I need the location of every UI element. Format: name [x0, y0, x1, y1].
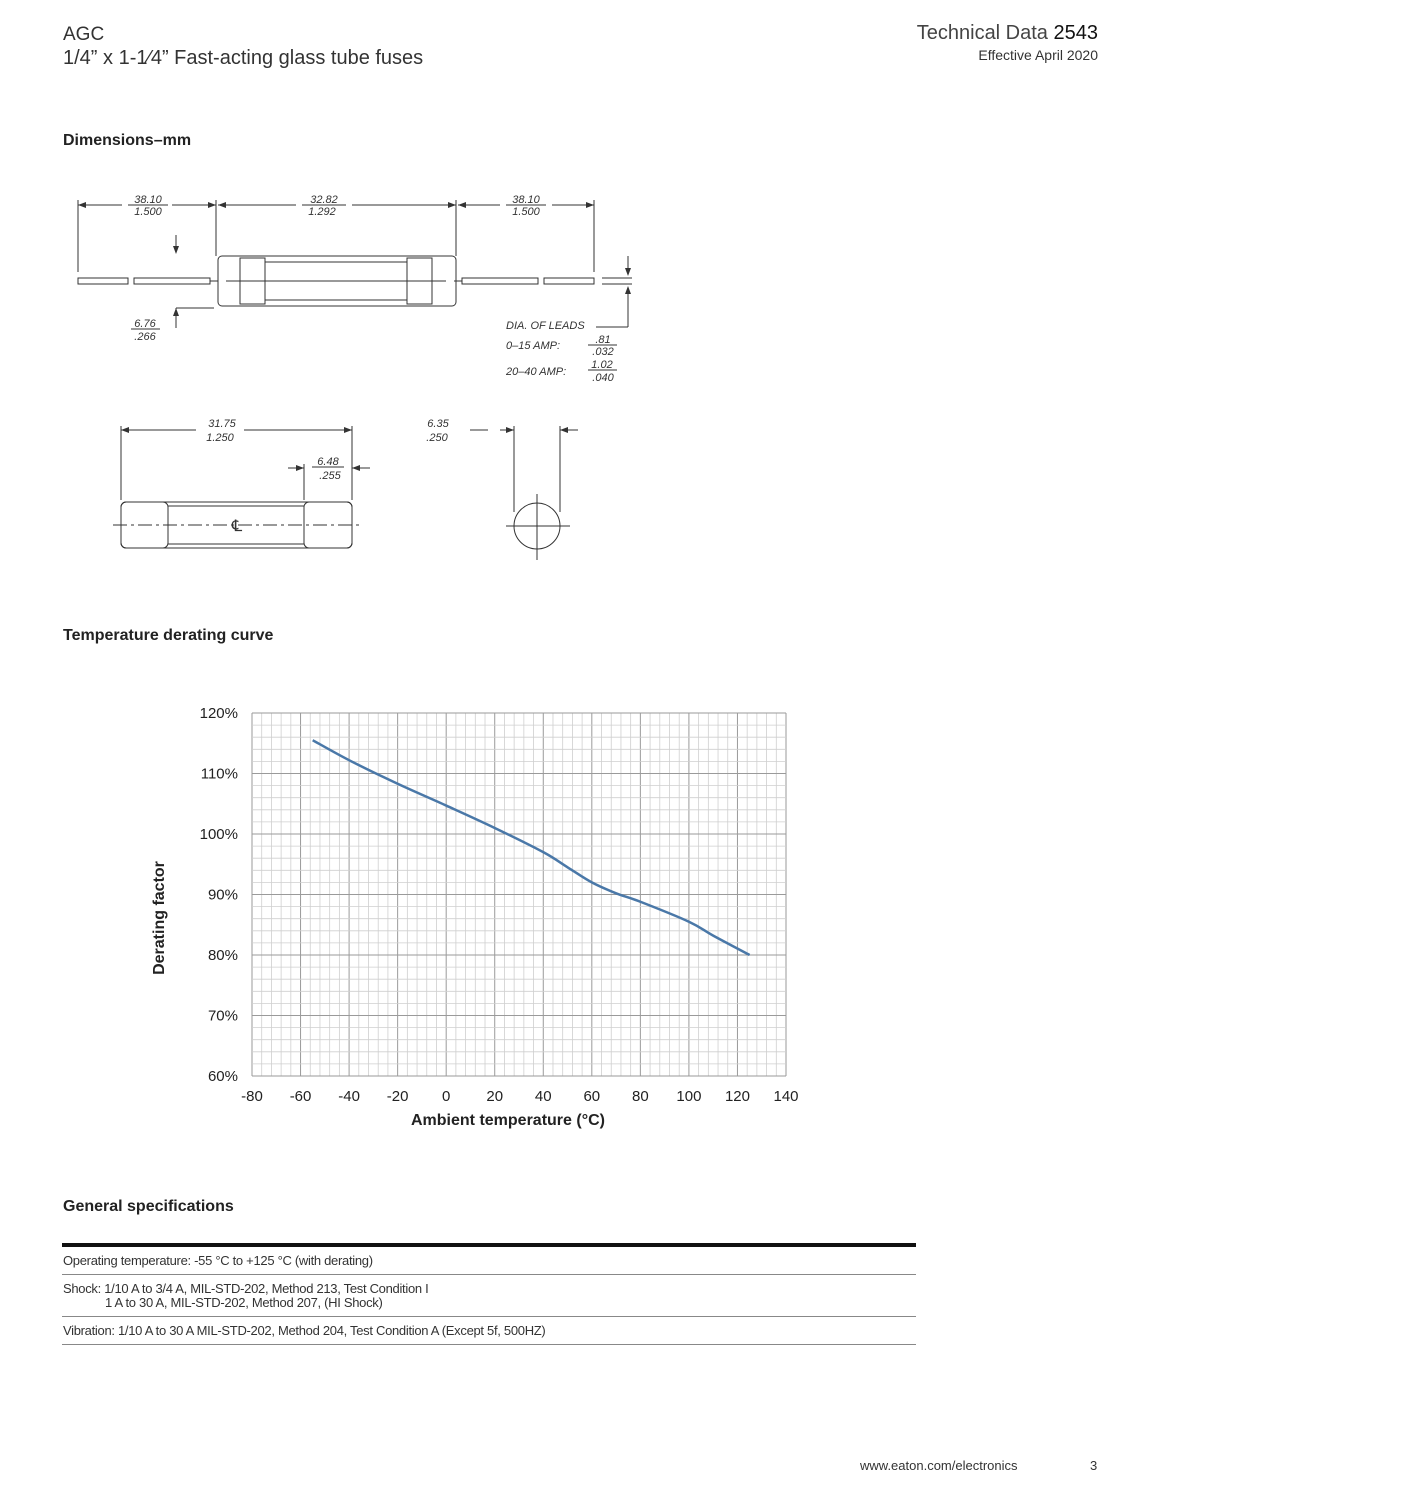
spec-line: Operating temperature: -55 °C to +125 °C (with derating) [63, 1253, 373, 1268]
footer-url[interactable]: www.eaton.com/electronics [860, 1458, 1018, 1473]
dim-lead-right-mm: 38.10 [512, 194, 540, 206]
dim-cap-dia-mm: 6.76 [134, 318, 156, 330]
y-tick-label: 70% [207, 1007, 238, 1025]
leads-dia-title: DIA. OF LEADS [506, 320, 585, 332]
dim-cap-dia-in: .266 [134, 331, 156, 343]
x-tick-labels [241, 1088, 798, 1105]
doc-title [917, 22, 1098, 45]
leads-0-15-in: .032 [592, 346, 614, 358]
dimensions-drawing [0, 0, 700, 600]
dim-fuse-dia-mm: 6.35 [427, 418, 449, 430]
product-subtitle: 1/4” x 1-1⁄4” Fast-acting glass tube fuses [63, 47, 424, 69]
x-tick-label: -20 [386, 1088, 409, 1105]
spec-line-continued: 1 A to 30 A, MIL-STD-202, Method 207, (HI Shock) [105, 1295, 383, 1310]
spec-row-shock [62, 1275, 916, 1317]
spec-row-vibration [62, 1317, 916, 1345]
doc-label: Technical Data [916, 22, 1048, 44]
dim-fuse-dia-in: .250 [426, 432, 448, 444]
x-tick-label: 140 [773, 1088, 799, 1105]
y-tick-label: 60% [207, 1068, 238, 1085]
y-tick-labels [200, 705, 238, 1085]
page-number: 3 [1090, 1458, 1098, 1473]
leads-20-40-in: .040 [592, 372, 614, 384]
dim-body-mm: 32.82 [310, 194, 338, 206]
product-name: AGC [63, 24, 105, 45]
y-tick-label: 100% [199, 826, 238, 843]
x-tick-label: 60 [583, 1088, 601, 1105]
dim-lead-right-in: 1.500 [512, 206, 540, 218]
derating-chart [0, 680, 900, 1160]
x-tick-label: 20 [486, 1088, 504, 1105]
doc-number: 2543 [1053, 22, 1098, 44]
dim-lead-left-in: 1.500 [134, 206, 162, 218]
x-tick-label: 80 [632, 1088, 649, 1105]
dim-cap-len-in: .255 [319, 470, 341, 482]
dimensions-heading: Dimensions–mm [63, 132, 192, 149]
y-tick-label: 110% [200, 765, 238, 783]
spec-line: Shock: 1/10 A to 3/4 A, MIL-STD-202, Method 213, Test Condition I [63, 1281, 429, 1296]
chart-grid [252, 713, 786, 1076]
x-tick-label: -60 [289, 1088, 312, 1105]
x-tick-label: 100 [676, 1088, 702, 1105]
dim-lead-left-mm: 38.10 [134, 194, 162, 206]
x-tick-label: 40 [534, 1088, 552, 1105]
effective-date: Effective April 2020 [978, 47, 1098, 63]
specs-table [62, 1243, 916, 1345]
leads-20-40-mm: 1.02 [591, 359, 613, 371]
y-axis-label: Derating factor [151, 861, 168, 975]
dim-fuse-len-in: 1.250 [206, 432, 234, 444]
x-tick-label: -40 [338, 1088, 360, 1105]
x-tick-label: -80 [241, 1088, 263, 1105]
spec-row-operating-temp [62, 1247, 916, 1275]
dim-cap-len-mm: 6.48 [317, 456, 339, 468]
dim-body-in: 1.292 [308, 206, 336, 218]
leads-0-15-mm: .81 [595, 334, 611, 346]
y-tick-label: 80% [207, 947, 238, 964]
y-tick-label: 90% [207, 886, 238, 904]
y-tick-label: 120% [199, 705, 238, 722]
centerline-symbol: ℄ [231, 518, 243, 535]
leads-20-40-label: 20–40 AMP: [506, 366, 567, 378]
x-tick-label: 120 [724, 1088, 750, 1105]
x-axis-label: Ambient temperature (°C) [411, 1112, 605, 1129]
x-tick-label: 0 [442, 1088, 451, 1105]
leads-0-15-label: 0–15 AMP: [506, 340, 561, 352]
derating-heading: Temperature derating curve [63, 627, 274, 644]
specs-heading: General specifications [63, 1198, 234, 1215]
spec-line: Vibration: 1/10 A to 30 A MIL-STD-202, Method 204, Test Condition A (Except 5f, 500HZ) [63, 1323, 546, 1338]
dim-fuse-len-mm: 31.75 [208, 418, 236, 430]
